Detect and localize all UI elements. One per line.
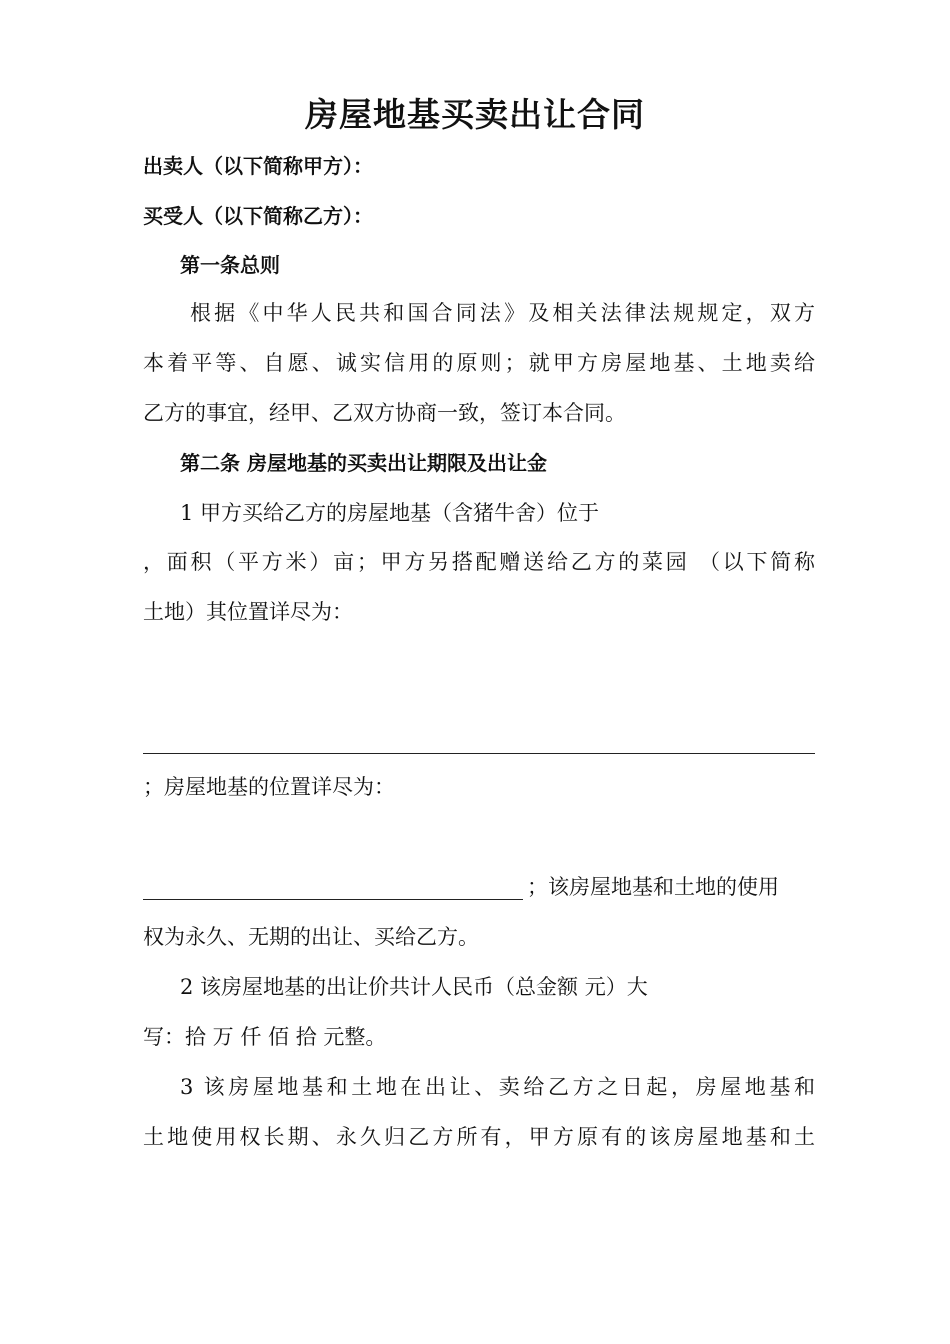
buyer-label: 买受人（以下简称乙方）： <box>143 204 373 228</box>
blank-fill-underline <box>143 873 523 900</box>
use-rights-line2: 权为永久、无期的出让、买给乙方。 <box>143 925 479 949</box>
house-location-line: ；房屋地基的位置详尽为： <box>143 775 395 799</box>
use-rights-line-tail: ；该房屋地基和土地的使用 <box>527 875 779 899</box>
seller-label: 出卖人（以下简称甲方）： <box>143 154 373 178</box>
use-rights-line <box>143 867 815 907</box>
article1-line: 乙方的事宜，经甲、乙双方协商一致，签订本合同。 <box>143 401 626 425</box>
article2-heading: 第二条 房屋地基的买卖出让期限及出让金 <box>180 451 547 475</box>
article2-item3-line: 土地使用权长期、永久归乙方所有，甲方原有的该房屋地基和土 <box>143 1125 815 1149</box>
blank-fill-line <box>143 753 815 754</box>
article2-item2-line: 写：拾 万 仟 佰 拾 元整。 <box>143 1025 387 1049</box>
article2-item2-line: 2 该房屋地基的出让价共计人民币（总金额 元）大 <box>180 975 648 999</box>
article2-item1-line: ，面积（平方米）亩；甲方另搭配赠送给乙方的菜园 （以下简称 <box>143 550 815 574</box>
article2-item3-line: 3 该房屋地基和土地在出让、卖给乙方之日起，房屋地基和 <box>180 1075 815 1099</box>
document-title: 房屋地基买卖出让合同 <box>305 95 645 134</box>
article1-line: 根据《中华人民共和国合同法》及相关法律法规规定，双方 <box>190 301 815 325</box>
article2-item1-line: 土地）其位置详尽为： <box>143 600 353 624</box>
article2-item1-line: 1 甲方买给乙方的房屋地基（含猪牛舍）位于 <box>180 501 600 525</box>
article1-heading: 第一条总则 <box>180 253 280 277</box>
article1-line: 本着平等、自愿、诚实信用的原则；就甲方房屋地基、土地卖给 <box>143 351 815 375</box>
